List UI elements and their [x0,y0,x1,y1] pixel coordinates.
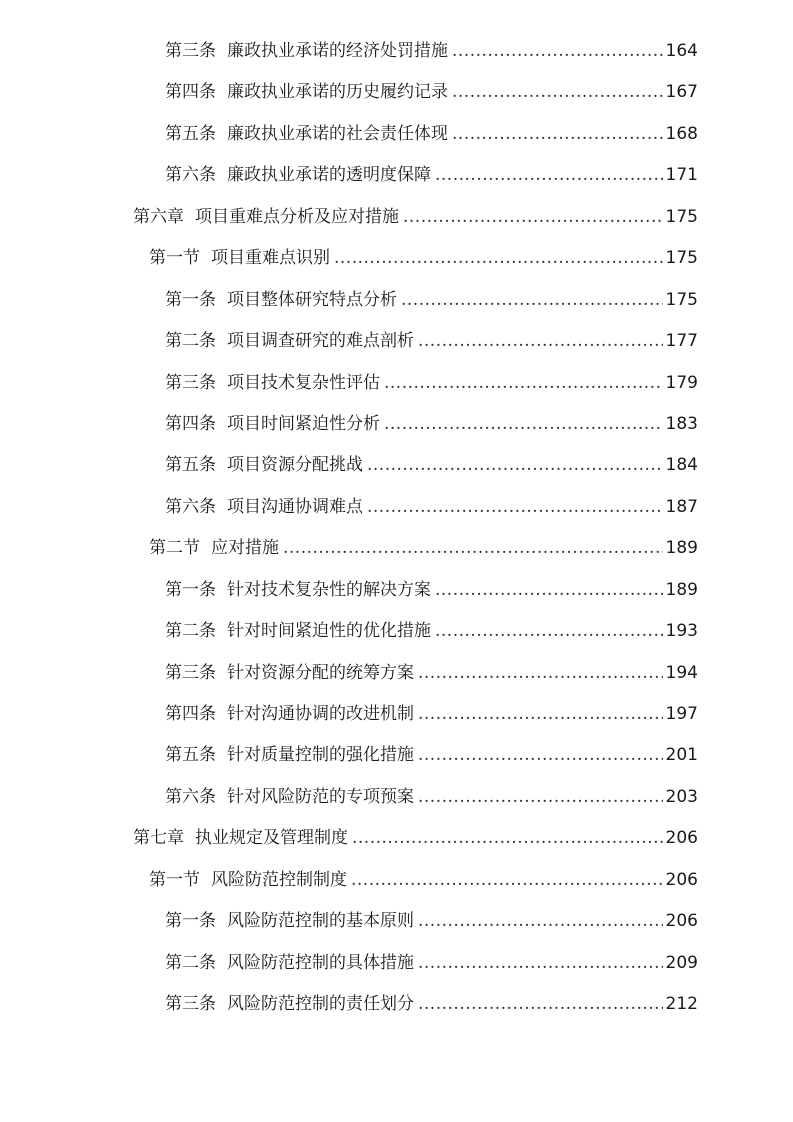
toc-entry-page-number: 177 [665,331,698,352]
toc-entry-title: 项目资源分配挑战 [227,455,363,476]
toc-entry-page-number: 183 [665,413,698,434]
toc-entry[interactable] [0,155,793,196]
toc-entry-number: 第一节 [149,869,200,890]
toc-entry-number: 第七章 [133,828,184,849]
toc-entry[interactable] [0,114,793,155]
toc-entry-row [165,735,698,776]
toc-entry-title: 项目重难点分析及应对措施 [195,206,399,227]
toc-entry-title: 风险防范控制的基本原则 [227,911,414,932]
toc-entry-number: 第六章 [133,206,184,227]
toc-entry-title: 项目调查研究的难点剖析 [227,331,414,352]
toc-dot-leader [452,72,663,113]
toc-entry[interactable] [0,197,793,238]
toc-entry-number: 第一条 [165,579,216,600]
toc-entry-number: 第三条 [165,41,216,61]
toc-entry-row [165,901,698,942]
toc-entry-number: 第三条 [165,994,216,1015]
toc-entry-title: 项目沟通协调难点 [227,496,363,517]
toc-entry-row [165,404,698,445]
toc-dot-leader [401,280,663,321]
toc-dot-leader [418,653,663,694]
toc-dot-leader [418,694,663,735]
toc-entry-number: 第五条 [165,123,216,144]
toc-entry-number: 第五条 [165,745,216,766]
toc-entry-row [165,72,698,113]
toc-entry-title: 项目时间紧迫性分析 [227,413,380,434]
toc-entry-number: 第四条 [165,704,216,724]
toc-entry-row [165,777,698,818]
toc-entry-number: 第六条 [165,786,216,807]
toc-entry-page-number: 189 [665,579,698,600]
toc-entry-row [149,528,698,569]
toc-entry-title: 针对技术复杂性的解决方案 [227,579,431,600]
toc-entry-title: 廉政执业承诺的经济处罚措施 [227,41,448,61]
toc-entry-row [165,611,698,652]
toc-entry-title: 针对风险防范的专项预案 [227,786,414,807]
toc-entry-page-number: 206 [665,911,698,932]
toc-entry-page-number: 206 [665,828,698,849]
toc-entry-page-number: 206 [665,869,698,890]
toc-entry-number: 第二条 [165,952,216,973]
toc-entry-row [165,31,698,72]
toc-entry-title: 风险防范控制制度 [211,869,347,890]
toc-entry-number: 第三条 [165,662,216,683]
toc-dot-leader [367,445,663,486]
toc-entry-number: 第四条 [165,82,216,103]
toc-entry-title: 项目重难点识别 [211,248,330,269]
toc-entry-page-number: 164 [665,41,698,61]
toc-entry-number: 第二条 [165,621,216,642]
toc-entry[interactable] [0,363,793,404]
toc-dot-leader [452,31,663,72]
toc-entry-page-number: 193 [665,621,698,642]
toc-entry-page-number: 194 [665,662,698,683]
toc-entry-page-number: 168 [665,123,698,144]
toc-entry-row [165,280,698,321]
toc-dot-leader [418,777,663,818]
toc-dot-leader [418,901,663,942]
toc-dot-leader [435,611,663,652]
toc-entry-title: 廉政执业承诺的社会责任体现 [227,123,448,144]
toc-entry-number: 第一条 [165,911,216,932]
toc-entry-row [165,984,698,1025]
toc-entry-row [165,943,698,984]
toc-dot-leader [403,197,663,238]
toc-entry-title: 针对质量控制的强化措施 [227,745,414,766]
toc-entry[interactable] [0,238,793,279]
toc-entry-page-number: 175 [665,206,698,227]
toc-entry-number: 第二条 [165,331,216,352]
toc-entry-title: 项目整体研究特点分析 [227,289,397,310]
toc-entry-number: 第六条 [165,165,216,186]
toc-entry-title: 应对措施 [211,538,279,559]
toc-dot-leader [352,818,663,859]
toc-entry-page-number: 171 [665,165,698,186]
toc-entry-page-number: 179 [665,372,698,393]
toc-entry-row [133,197,698,238]
toc-dot-leader [418,735,663,776]
toc-entry-row [165,155,698,196]
toc-entry-row [165,694,698,735]
toc-dot-leader [351,860,663,901]
toc-entry[interactable] [0,72,793,113]
toc-entry[interactable] [0,321,793,362]
toc-entry-row [165,570,698,611]
toc-dot-leader [384,363,663,404]
toc-entry-number: 第三条 [165,372,216,393]
toc-dot-leader [283,528,663,569]
toc-entry-row [165,445,698,486]
toc-entry-row [165,114,698,155]
toc-entry[interactable] [0,31,793,72]
toc-dot-leader [334,238,663,279]
toc-entry[interactable] [0,735,793,776]
toc-entry[interactable] [0,611,793,652]
toc-entry-title: 风险防范控制的责任划分 [227,994,414,1015]
toc-dot-leader [418,943,663,984]
toc-entry-number: 第四条 [165,413,216,434]
toc-entry[interactable] [0,860,793,901]
toc-entry-number: 第六条 [165,496,216,517]
toc-entry-number: 第二节 [149,538,200,559]
toc-dot-leader [435,570,663,611]
table-of-contents [0,31,793,1026]
toc-entry-row [165,321,698,362]
toc-entry[interactable] [0,694,793,735]
toc-entry[interactable] [0,280,793,321]
toc-entry-page-number: 175 [665,289,698,310]
toc-entry-page-number: 203 [665,786,698,807]
toc-entry-number: 第一条 [165,289,216,310]
toc-entry-page-number: 212 [665,994,698,1015]
toc-entry-row [133,818,698,859]
toc-entry-row [149,860,698,901]
toc-entry[interactable] [0,943,793,984]
toc-entry-row [165,653,698,694]
toc-entry-page-number: 201 [665,745,698,766]
toc-entry-page-number: 167 [665,82,698,103]
toc-entry[interactable] [0,528,793,569]
toc-entry-page-number: 184 [665,455,698,476]
toc-entry-page-number: 187 [665,496,698,517]
toc-entry[interactable] [0,445,793,486]
toc-entry-page-number: 197 [665,704,698,724]
toc-entry[interactable] [0,404,793,445]
toc-entry[interactable] [0,487,793,528]
toc-dot-leader [367,487,663,528]
toc-entry-title: 廉政执业承诺的历史履约记录 [227,82,448,103]
toc-entry-title: 风险防范控制的具体措施 [227,952,414,973]
toc-entry[interactable] [0,984,793,1025]
toc-entry-page-number: 209 [665,952,698,973]
toc-entry[interactable] [0,818,793,859]
toc-entry-title: 执业规定及管理制度 [195,828,348,849]
toc-entry-row [149,238,698,279]
toc-dot-leader [435,155,663,196]
toc-dot-leader [384,404,663,445]
toc-dot-leader [418,984,663,1025]
toc-entry-row [165,487,698,528]
toc-entry-row [165,363,698,404]
toc-entry-page-number: 189 [665,538,698,559]
toc-entry-title: 针对资源分配的统筹方案 [227,662,414,683]
toc-dot-leader [452,114,663,155]
toc-entry-title: 廉政执业承诺的透明度保障 [227,165,431,186]
toc-dot-leader [418,321,663,362]
toc-entry[interactable] [0,570,793,611]
toc-entry-number: 第五条 [165,455,216,476]
toc-entry-number: 第一节 [149,248,200,269]
toc-entry-title: 针对时间紧迫性的优化措施 [227,621,431,642]
toc-entry-page-number: 175 [665,248,698,269]
toc-entry[interactable] [0,777,793,818]
toc-entry-title: 项目技术复杂性评估 [227,372,380,393]
toc-entry-title: 针对沟通协调的改进机制 [227,704,414,724]
toc-entry[interactable] [0,653,793,694]
toc-entry[interactable] [0,901,793,942]
